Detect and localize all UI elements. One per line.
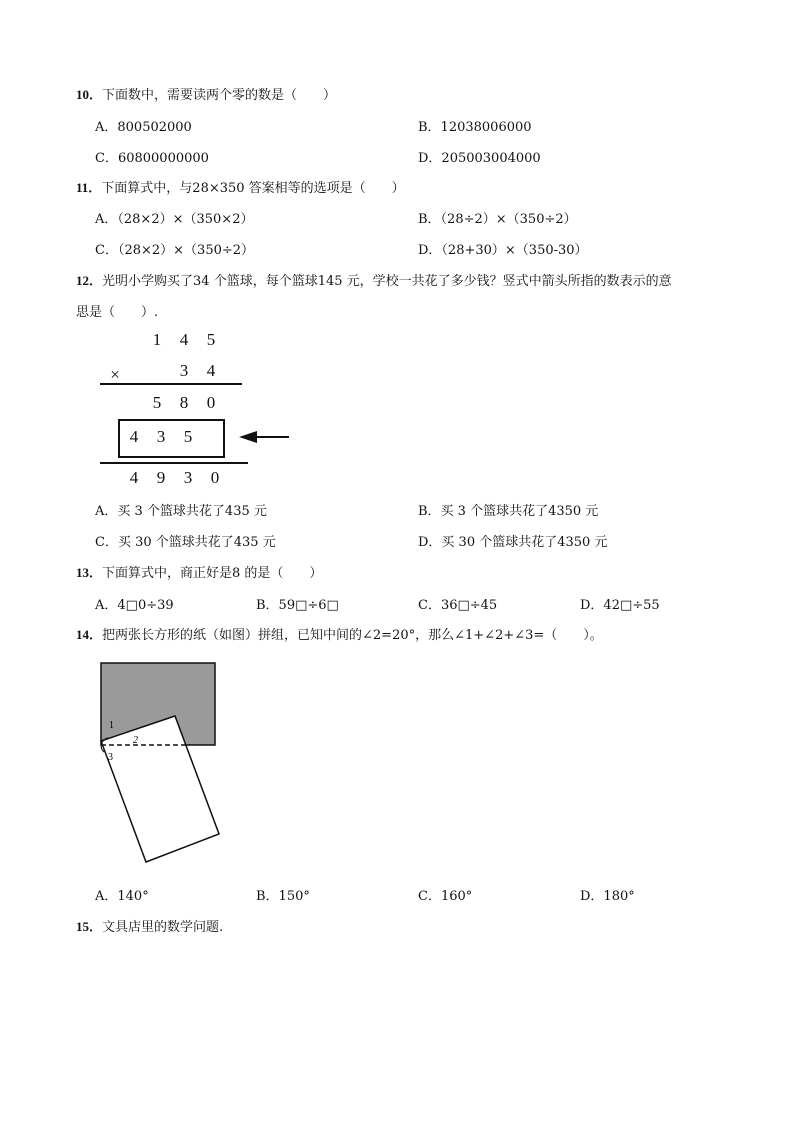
digit: 3 bbox=[156, 427, 166, 446]
question-number: 11． bbox=[76, 180, 102, 195]
option-a[interactable]: A．（28×2）×（350×2） bbox=[95, 212, 254, 227]
calc-line bbox=[100, 383, 242, 385]
option-d[interactable]: D．205003004000 bbox=[418, 151, 541, 166]
option-d[interactable]: D．42□÷55 bbox=[580, 598, 660, 613]
option-b[interactable]: B．买 3 个篮球共花了4350 元 bbox=[418, 504, 599, 519]
question-text: 下面算式中，与28×350 答案相等的选项是（ ） bbox=[101, 181, 405, 196]
calc-line bbox=[100, 462, 248, 464]
digit: 4 bbox=[129, 427, 139, 446]
question-text: 下面数中，需要读两个零的数是（ ） bbox=[102, 88, 337, 103]
question-number: 14． bbox=[76, 627, 103, 642]
option-a[interactable]: A．4□0÷39 bbox=[95, 598, 174, 613]
digit: 8 bbox=[179, 393, 189, 412]
rectangles-figure bbox=[95, 657, 235, 869]
question-13 bbox=[76, 562, 322, 581]
digit: 0 bbox=[210, 468, 220, 487]
digit: 9 bbox=[156, 468, 166, 487]
question-number: 13． bbox=[76, 565, 103, 580]
digit: 4 bbox=[206, 361, 216, 380]
digit: 1 bbox=[152, 330, 162, 349]
option-b[interactable]: B．（28÷2）×（350÷2） bbox=[418, 212, 577, 227]
digit: 4 bbox=[129, 468, 139, 487]
times-sign: × bbox=[110, 365, 120, 384]
digit: 5 bbox=[206, 330, 216, 349]
digit: 4 bbox=[179, 330, 189, 349]
option-a[interactable]: A．买 3 个篮球共花了435 元 bbox=[95, 504, 267, 519]
question-12 bbox=[76, 270, 672, 289]
option-c[interactable]: C．36□÷45 bbox=[418, 598, 498, 613]
digit: 5 bbox=[152, 393, 162, 412]
digit: 0 bbox=[206, 393, 216, 412]
option-d[interactable]: D．（28+30）×（350-30） bbox=[418, 243, 588, 258]
option-d[interactable]: D．180° bbox=[580, 889, 635, 904]
question-text: 把两张长方形的纸（如图）拼组，已知中间的∠2=20°，那么∠1+∠2+∠3=（ ）。 bbox=[102, 628, 603, 643]
question-11 bbox=[76, 177, 405, 196]
angle-3-label: 3 bbox=[108, 752, 113, 763]
question-10 bbox=[76, 84, 336, 103]
question-text: 光明小学购买了34 个篮球，每个篮球145 元，学校一共花了多少钱？竖式中箭头所指的数表示的意 bbox=[102, 274, 672, 289]
angle-2-label: 2 bbox=[133, 735, 138, 746]
question-text-continued: 思是（ ）. bbox=[76, 305, 159, 320]
question-text: 文具店里的数学问题. bbox=[102, 920, 224, 935]
question-number: 10． bbox=[76, 87, 103, 102]
arrow-left-icon bbox=[237, 425, 293, 449]
question-number: 12． bbox=[76, 273, 103, 288]
option-a[interactable]: A．800502000 bbox=[95, 120, 192, 135]
question-15 bbox=[76, 916, 223, 935]
option-b[interactable]: B．12038006000 bbox=[418, 120, 532, 135]
angle-1-label: 1 bbox=[109, 720, 114, 731]
question-number: 15． bbox=[76, 919, 103, 934]
option-b[interactable]: B．59□÷6□ bbox=[256, 598, 339, 613]
option-b[interactable]: B．150° bbox=[256, 889, 310, 904]
option-c[interactable]: C．买 30 个篮球共花了435 元 bbox=[95, 535, 276, 550]
digit: 5 bbox=[183, 427, 193, 446]
vertical-multiplication bbox=[95, 325, 305, 495]
question-text: 下面算式中，商正好是8 的是（ ） bbox=[102, 566, 323, 581]
option-a[interactable]: A．140° bbox=[95, 889, 149, 904]
digit: 3 bbox=[183, 468, 193, 487]
question-14 bbox=[76, 624, 603, 643]
digit: 3 bbox=[179, 361, 189, 380]
option-c[interactable]: C．60800000000 bbox=[95, 151, 209, 166]
option-c[interactable]: C．160° bbox=[418, 889, 473, 904]
option-c[interactable]: C．（28×2）×（350÷2） bbox=[95, 243, 255, 258]
option-d[interactable]: D．买 30 个篮球共花了4350 元 bbox=[418, 535, 608, 550]
